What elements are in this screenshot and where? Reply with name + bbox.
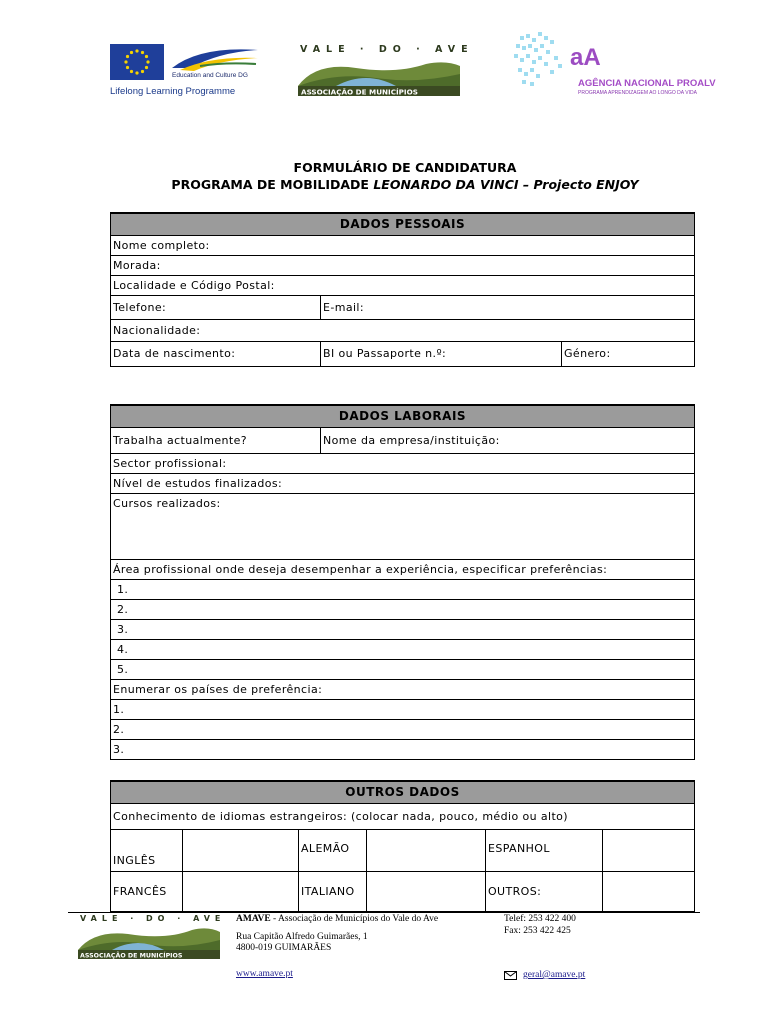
english-label: INGLÊS — [111, 829, 183, 871]
nationality-field[interactable]: Nacionalidade: — [111, 319, 695, 341]
eu-dg-label: Education and Culture DG — [172, 72, 248, 79]
french-level-field[interactable] — [183, 871, 299, 911]
address-field[interactable]: Morada: — [111, 255, 695, 275]
education-culture-swoosh-icon — [170, 44, 260, 72]
anq-mark: aA — [570, 44, 601, 71]
german-label: ALEMÃO — [299, 829, 367, 871]
footer-vale-title: VALE · DO · AVE — [80, 914, 226, 923]
footer-org — [236, 914, 438, 924]
footer-vale-do-ave-logo — [76, 914, 226, 960]
professional-sector-field[interactable]: Sector profissional: — [111, 453, 695, 473]
footer-org-name: AMAVE — [236, 914, 271, 924]
envelope-icon — [504, 971, 517, 980]
country-preference-3[interactable]: 3. — [111, 739, 695, 759]
courses-field[interactable]: Cursos realizados: — [111, 493, 695, 559]
vale-landscape-icon — [296, 56, 462, 96]
phone-field[interactable]: Telefone: — [111, 295, 321, 319]
id-passport-field[interactable]: BI ou Passaporte n.º: — [321, 341, 562, 366]
gender-field[interactable]: Género: — [562, 341, 695, 366]
country-preference-1[interactable]: 1. — [111, 699, 695, 719]
footer-org-desc: - Associação de Municípios do Vale do Ave — [270, 914, 439, 924]
german-level-field[interactable] — [367, 829, 486, 871]
french-label: FRANCÊS — [111, 871, 183, 911]
vale-do-ave-logo — [296, 44, 474, 96]
locality-postal-field[interactable]: Localidade e Código Postal: — [111, 275, 695, 295]
other-data-table — [110, 780, 695, 912]
anq-proalv-logo — [510, 30, 716, 96]
vale-do-ave-title: VALE · DO · AVE — [300, 44, 474, 55]
eu-lifelong-learning-logo — [110, 44, 260, 100]
birth-date-field[interactable]: Data de nascimento: — [111, 341, 321, 366]
anq-subtitle: PROGRAMA APRENDIZAGEM AO LONGO DA VIDA — [578, 90, 697, 96]
area-preference-5[interactable]: 5. — [111, 659, 695, 679]
form-title: FORMULÁRIO DE CANDIDATURA — [293, 160, 517, 175]
footer-address-line1: Rua Capitão Alfredo Guimarães, 1 — [236, 932, 368, 942]
area-preference-4[interactable]: 4. — [111, 639, 695, 659]
spanish-label: ESPANHOL — [486, 829, 603, 871]
currently-working-field[interactable]: Trabalha actualmente? — [111, 427, 321, 453]
footer-landscape-icon — [76, 924, 222, 960]
personal-data-table — [110, 212, 695, 367]
footer-email-link[interactable]: geral@amave.pt — [523, 970, 586, 980]
footer-phone: Telef: 253 422 400 — [504, 914, 576, 924]
eu-programme-label: Lifelong Learning Programme — [110, 86, 236, 97]
vale-subtitle: ASSOCIAÇÃO DE MUNICÍPIOS — [301, 87, 418, 96]
other-data-header: OUTROS DADOS — [111, 781, 695, 803]
form-subtitle-project: LEONARDO DA VINCI – Projecto ENJOY — [373, 177, 639, 192]
professional-area-label: Área profissional onde deseja desempenhar a experiência, especificar preferências: — [111, 559, 695, 579]
area-preference-2[interactable]: 2. — [111, 599, 695, 619]
area-preference-3[interactable]: 3. — [111, 619, 695, 639]
work-data-table — [110, 404, 695, 760]
country-preference-2[interactable]: 2. — [111, 719, 695, 739]
company-name-field[interactable]: Nome da empresa/instituição: — [321, 427, 695, 453]
personal-data-header: DADOS PESSOAIS — [111, 213, 695, 235]
footer-divider — [68, 912, 700, 913]
italian-level-field[interactable] — [367, 871, 486, 911]
eu-flag-icon — [110, 44, 164, 80]
italian-label: ITALIANO — [299, 871, 367, 911]
countries-preference-label: Enumerar os países de preferência: — [111, 679, 695, 699]
work-data-header: DADOS LABORAIS — [111, 405, 695, 427]
footer-website-link[interactable]: www.amave.pt — [236, 969, 293, 979]
languages-label: Conhecimento de idiomas estrangeiros: (colocar nada, pouco, médio ou alto) — [111, 803, 695, 829]
form-subtitle — [0, 177, 770, 192]
others-label[interactable]: OUTROS: — [486, 871, 603, 911]
form-subtitle-prefix: PROGRAMA DE MOBILIDADE — [171, 177, 374, 192]
footer-address-line2: 4800-019 GUIMARÃES — [236, 943, 332, 953]
area-preference-1[interactable]: 1. — [111, 579, 695, 599]
education-level-field[interactable]: Nível de estudos finalizados: — [111, 473, 695, 493]
footer-fax: Fax: 253 422 425 — [504, 926, 571, 936]
full-name-field[interactable]: Nome completo: — [111, 235, 695, 255]
english-level-field[interactable] — [183, 829, 299, 871]
others-level-field[interactable] — [603, 871, 695, 911]
footer-vale-subtitle: ASSOCIAÇÃO DE MUNICÍPIOS — [80, 952, 183, 960]
email-field[interactable]: E-mail: — [321, 295, 695, 319]
spanish-level-field[interactable] — [603, 829, 695, 871]
anq-name: AGÊNCIA NACIONAL PROALV — [578, 78, 716, 89]
